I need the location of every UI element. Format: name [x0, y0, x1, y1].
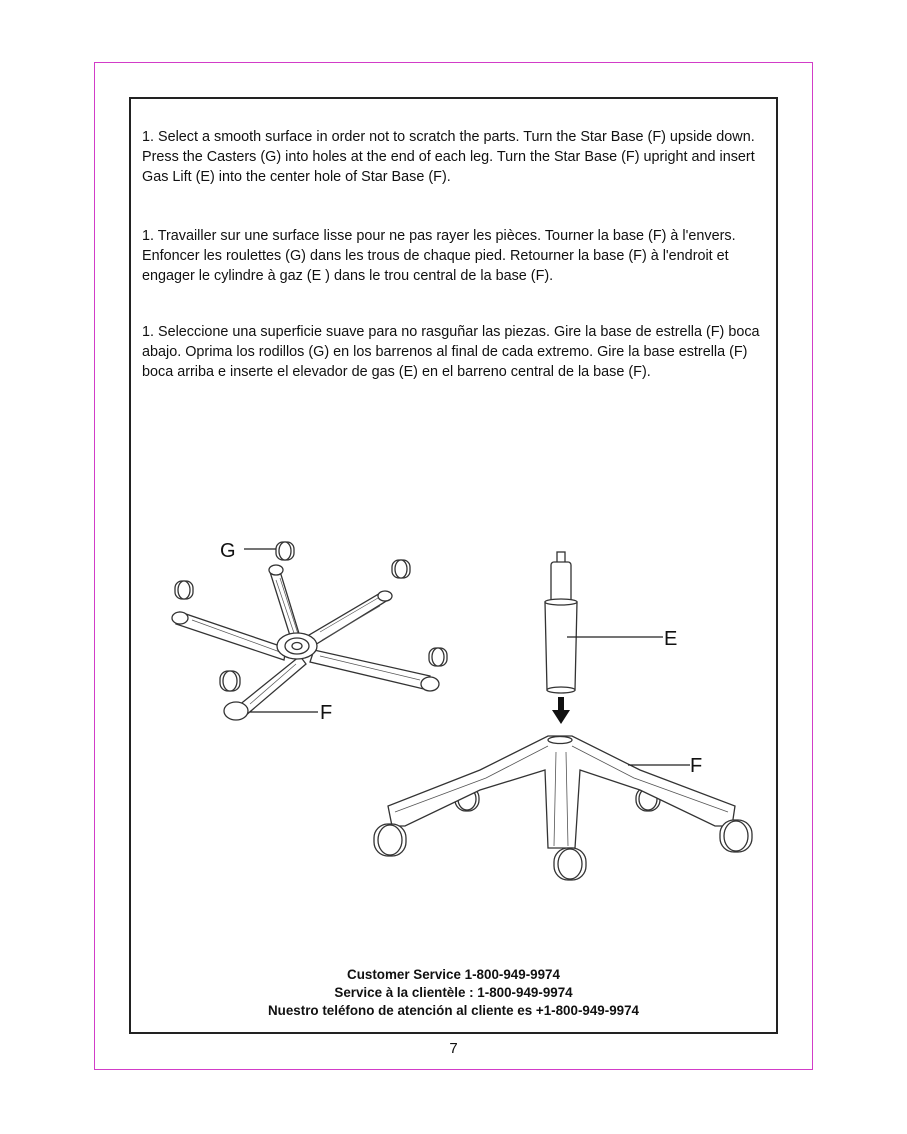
- page-number: 7: [449, 1040, 458, 1057]
- leg-end-top: [269, 565, 283, 575]
- star-base-body: [388, 736, 735, 848]
- star-base-center-hole: [548, 737, 572, 744]
- leg-end-upper-right: [378, 591, 392, 601]
- label-f-upright: F: [690, 755, 703, 777]
- gas-lift-cylinder: [545, 602, 577, 690]
- caster-wheel-front-left: [374, 824, 406, 856]
- insert-arrow-icon: [552, 697, 570, 724]
- caster-wheel-5: [220, 671, 240, 691]
- leg-end-bottom: [224, 702, 248, 720]
- customer-service-french: Service à la clientèle : 1-800-949-9974: [334, 985, 573, 1000]
- star-leg-upper-right: [304, 592, 388, 648]
- star-leg-bottom: [238, 656, 306, 716]
- customer-service-english: Customer Service 1-800-949-9974: [347, 967, 560, 982]
- star-leg-left: [176, 612, 286, 660]
- instruction-english: 1. Select a smooth surface in order not to scratch the parts. Turn the Star Base (F) upside down. Press the Casters (G) into holes at the end of each leg. Turn the Star Base (F) upright and insert Gas Lift (E) into the center hole of Star Base (F).: [142, 129, 755, 185]
- star-leg-right: [310, 650, 430, 690]
- instruction-french: 1. Travailler sur une surface lisse pour ne pas rayer les pièces. Tourner la base (F) à l'envers. Enfoncer les roulettes (G) dans les trous de chaque pied. Retourner la base (F) à l'endroit et engager le cylindre à gaz (E ) dans le trou central de la base (F).: [142, 228, 736, 284]
- caster-wheel-front-center: [554, 848, 586, 880]
- star-leg-top: [270, 568, 301, 642]
- caster-wheel-2: [392, 560, 410, 578]
- star-base-upside-down-illustration: [172, 542, 447, 720]
- caster-wheel-front-right: [720, 820, 752, 852]
- caster-wheel-3: [175, 581, 193, 599]
- gas-lift-illustration: [545, 552, 577, 693]
- instruction-spanish: 1. Seleccione una superficie suave para no rasguñar las piezas. Gire la base de estrella (F) boca abajo. Oprima los rodillos (G) en los barrenos al final de cada extremo. Gire la base estrella (F) boca arriba e inserte el elevador de gas (E) en el barreno central de la base (F).: [142, 324, 760, 380]
- label-f-upside-down: F: [320, 702, 333, 724]
- label-g: G: [220, 540, 236, 562]
- label-e: E: [664, 628, 678, 650]
- leg-end-left: [172, 612, 188, 624]
- caster-wheel-4: [429, 648, 447, 666]
- gas-lift-piston: [551, 562, 571, 602]
- customer-service-spanish: Nuestro teléfono de atención al cliente es +1-800-949-9974: [268, 1003, 639, 1018]
- caster-wheel-1: [276, 542, 294, 560]
- leg-end-right: [421, 677, 439, 691]
